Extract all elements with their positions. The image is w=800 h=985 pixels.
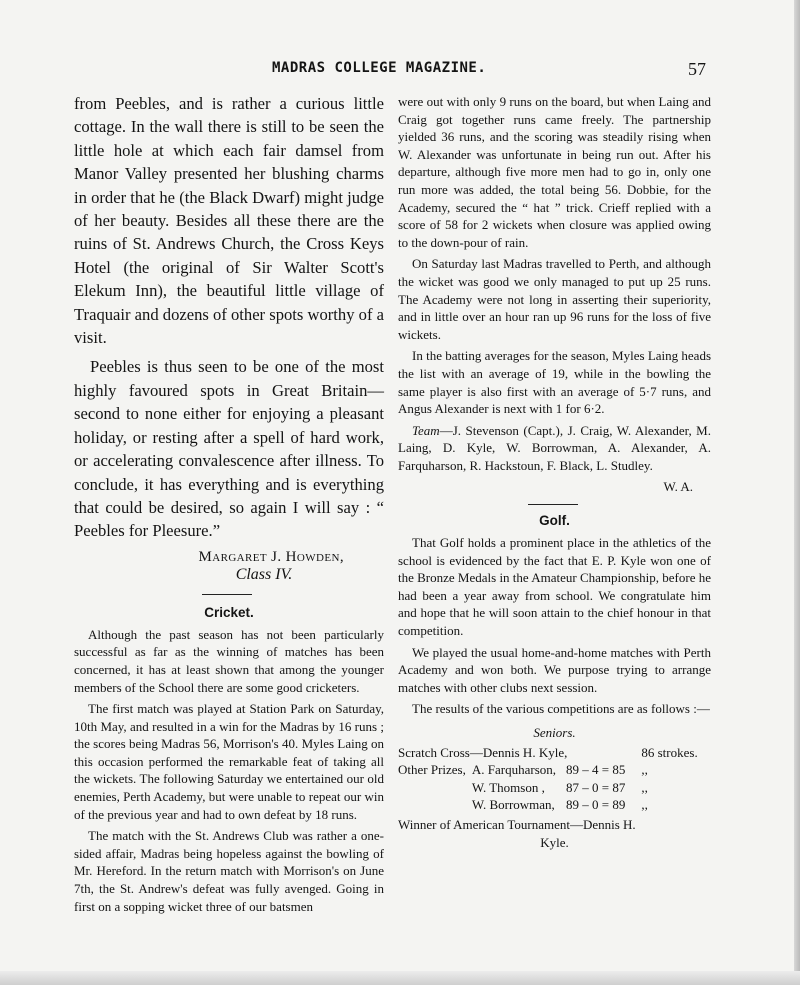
cricket-paragraph-2: The first match was played at Station Park on Saturday, 10th May, and resulted in a win for the Madras by 16 runs ; the scores being Madras 56, Morrison's 40. Myles Laing on this occasion performed the remarkable feat of taking all the wickets. The following Saturday we entertained our old enemies, Perth Academy, but were unable to repeat our win of the previous year and had to own defeat by 18 runs.: [74, 701, 384, 822]
cricket-paragraph-1: Although the past season has not been particularly successful as far as the winning of matches has been concerned, it has at least shown that among the younger members of the School there are some good cricketers.: [74, 626, 384, 695]
table-row: [398, 761, 698, 779]
page-number: 57: [688, 59, 706, 79]
golf-paragraph-3: The results of the various competitions are as follows :—: [412, 701, 710, 717]
table-row: [398, 744, 698, 762]
table-row: [398, 779, 698, 797]
american-tournament-winner-cont: Kyle.: [540, 834, 569, 850]
seniors-heading: Seniors.: [533, 725, 576, 740]
prize-ditto: ,,: [641, 779, 648, 795]
page-bottom-shadow: [0, 971, 800, 985]
magazine-title: MADRAS COLLEGE MAGAZINE.: [272, 60, 487, 76]
running-header: [0, 60, 800, 84]
golf-heading: Golf.: [539, 513, 570, 529]
author-name: Margaret J. Howden,: [198, 548, 344, 565]
peebles-paragraph-2: Peebles is thus seen to be one of the most highly favoured spots in Great Britain—second to none either for enjoying a pleasant holiday, or resting after a spell of hard work, or accelerating convalescence after illness. To conclude, it has everything and is everything that could be desired, so again I will say : “ Peebles for Pleesure.”: [74, 357, 384, 541]
right-column: [398, 93, 711, 851]
prize-name: A. Farquharson,: [471, 762, 557, 778]
prize-ditto: ,,: [641, 797, 648, 813]
peebles-paragraph-1: from Peebles, and is rather a curious little cottage. In the wall there is still to be seen the little hole at which each fair damsel from Manor Valley presented her blushing charms in order that he (the Black Dwarf) might judge of her beauty. Besides all these there are the ruins of St. Andrews Church, the Cross Keys Hotel (the original of Sir Walter Scott's Elekum Inn), the beautiful little village of Traquair and dozens of other spots worthy of a visit.: [74, 94, 384, 348]
prize-score: 89 – 0 = 89: [566, 797, 626, 813]
prize-name: W. Borrowman,: [471, 797, 555, 813]
page-edge-shadow: [794, 0, 800, 985]
prize-ditto: ,,: [641, 762, 648, 778]
prize-score: 89 – 4 = 85: [566, 762, 626, 778]
team-members: —J. Stevenson (Capt.), J. Craig, W. Alexander, M. Laing, D. Kyle, W. Borrowman, A. Alexander, A. Farquharson, R. Hackstoun, F. Black, L. Studley.: [398, 422, 711, 473]
cricket-paragraph-4: were out with only 9 runs on the board, but when Laing and Craig got together runs came freely. The partnership yielded 36 runs, and the scoring was steadily rising when W. Alexander was unfortunate in being run out. After his departure, although five more men had to go in, only one run more was added, the total being 56. Dobbie, for the Academy, secured the “ hat ” trick. Crieff replied with a score of 58 for 2 wickets when closure was applied owing to the down-pour of rain.: [398, 94, 711, 250]
cricket-heading: Cricket.: [204, 604, 254, 620]
cricket-paragraph-6: In the batting averages for the season, Myles Laing heads the list with an average of 19, while in the bowling the same player is also first with an average of 5·7 runs, and Angus Alexander is next with 1 for 6·2.: [398, 348, 711, 417]
golf-results-table: [398, 744, 698, 814]
golf-paragraph-2: We played the usual home-and-home matches with Perth Academy and won both. We purpose trying to arrange matches with other clubs next session.: [398, 644, 711, 695]
team-label: Team: [412, 422, 440, 438]
prize-score: 87 – 0 = 87: [566, 779, 626, 795]
table-row: [398, 796, 698, 814]
author-signature: [74, 549, 384, 566]
scratch-cross-score: 86 strokes.: [641, 744, 698, 760]
scratch-cross-winner: Scratch Cross—Dennis H. Kyle,: [398, 744, 568, 760]
golf-paragraph-1: That Golf holds a prominent place in the athletics of the school is evidenced by the fact that E. P. Kyle won one of the Bronze Medals in the Amateur Championship, before he had been a year away from school. We congratulate him and hope that he will soon attain to the chief honour in that competition.: [398, 535, 712, 639]
prize-name: W. Thomson ,: [471, 779, 545, 795]
american-tournament-winner: Winner of American Tournament—Dennis H.: [398, 816, 636, 832]
author-class: Class IV.: [235, 565, 293, 583]
cricket-paragraph-3: The match with the St. Andrews Club was rather a one-sided affair, Madras being hopeless against the bowling of Mr. Hereford. In the return match with Morrison's on June 7th, the St. Andrew's defeat was fully avenged. Going in first on a sopping wicket three of our batsmen: [74, 828, 384, 914]
cricket-initials: W. A.: [663, 479, 693, 495]
team-list: [398, 422, 711, 475]
cricket-paragraph-5: On Saturday last Madras travelled to Perth, and although the wicket was good we only managed to put up 25 runs. The Academy were not long in asserting their superiority, and in little over an hour ran up 96 runs for the loss of five wickets.: [398, 256, 711, 342]
other-prizes-label: Other Prizes,: [398, 762, 466, 778]
left-column: [74, 92, 384, 915]
